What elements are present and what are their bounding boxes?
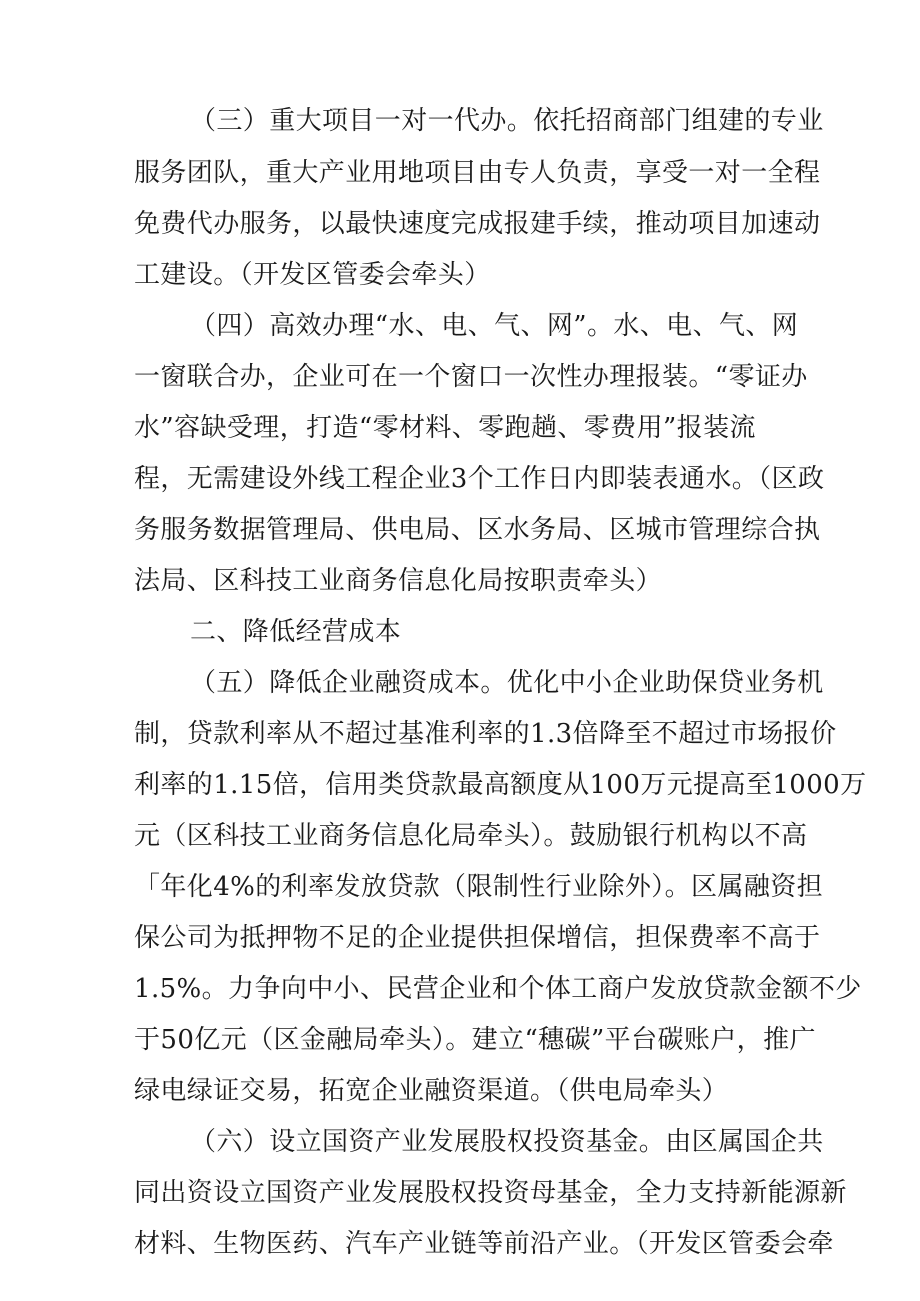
text-line: 1.5%。力争向中小、民营企业和个体工商户发放贷款金额不少 xyxy=(134,974,862,1004)
text-line: 同出资设立国资产业发展股权投资母基金，全力支持新能源新 xyxy=(134,1178,847,1208)
text-line: 元（区科技工业商务信息化局牵头）。鼓励银行机构以不高 xyxy=(134,821,808,851)
text-line: 服务团队，重大产业用地项目由专人负责，享受一对一全程 xyxy=(134,158,821,188)
text-line: （六）设立国资产业发展股权投资基金。由区属国企共 xyxy=(190,1127,824,1157)
text-line: 法局、区科技工业商务信息化局按职责牵头） xyxy=(134,566,663,596)
text-line: （四）高效办理“水、电、气、网”。水、电、气、网 xyxy=(190,311,799,341)
text-line: 免费代办服务，以最快速度完成报建手续，推动项目加速动 xyxy=(134,209,821,239)
text-line: （五）降低企业融资成本。优化中小企业助保贷业务机 xyxy=(190,668,824,698)
text-line: 于50亿元（区金融局牵头）。建立“穗碳”平台碳账户，推广 xyxy=(134,1025,816,1055)
section-heading: 二、降低经营成本 xyxy=(190,617,402,647)
text-line: 材料、生物医药、汽车产业链等前沿产业。（开发区管委会牵 xyxy=(134,1229,834,1259)
text-line: 一窗联合办，企业可在一个窗口一次性办理报装。“零证办 xyxy=(134,362,808,392)
text-line: 「年化4%的利率发放贷款（限制性行业除外）。区属融资担 xyxy=(134,872,824,902)
text-line: 制，贷款利率从不超过基准利率的1.3倍降至不超过市场报价 xyxy=(134,719,837,749)
text-line: 工建设。（开发区管委会牵头） xyxy=(134,260,491,290)
text-line: 绿电绿证交易，拓宽企业融资渠道。（供电局牵头） xyxy=(134,1076,729,1106)
text-line: 务服务数据管理局、供电局、区水务局、区城市管理综合执 xyxy=(134,515,821,545)
text-line: 水”容缺受理，打造“零材料、零跑趟、零费用”报装流 xyxy=(134,413,756,443)
text-line: 保公司为抵押物不足的企业提供担保增信，担保费率不高于 xyxy=(134,923,821,953)
text-line: 程，无需建设外线工程企业3个工作日内即装表通水。（区政 xyxy=(134,464,825,494)
text-line: 利率的1.15倍，信用类贷款最高额度从100万元提高至1000万 xyxy=(134,770,867,800)
text-line: （三）重大项目一对一代办。依托招商部门组建的专业 xyxy=(190,106,824,136)
